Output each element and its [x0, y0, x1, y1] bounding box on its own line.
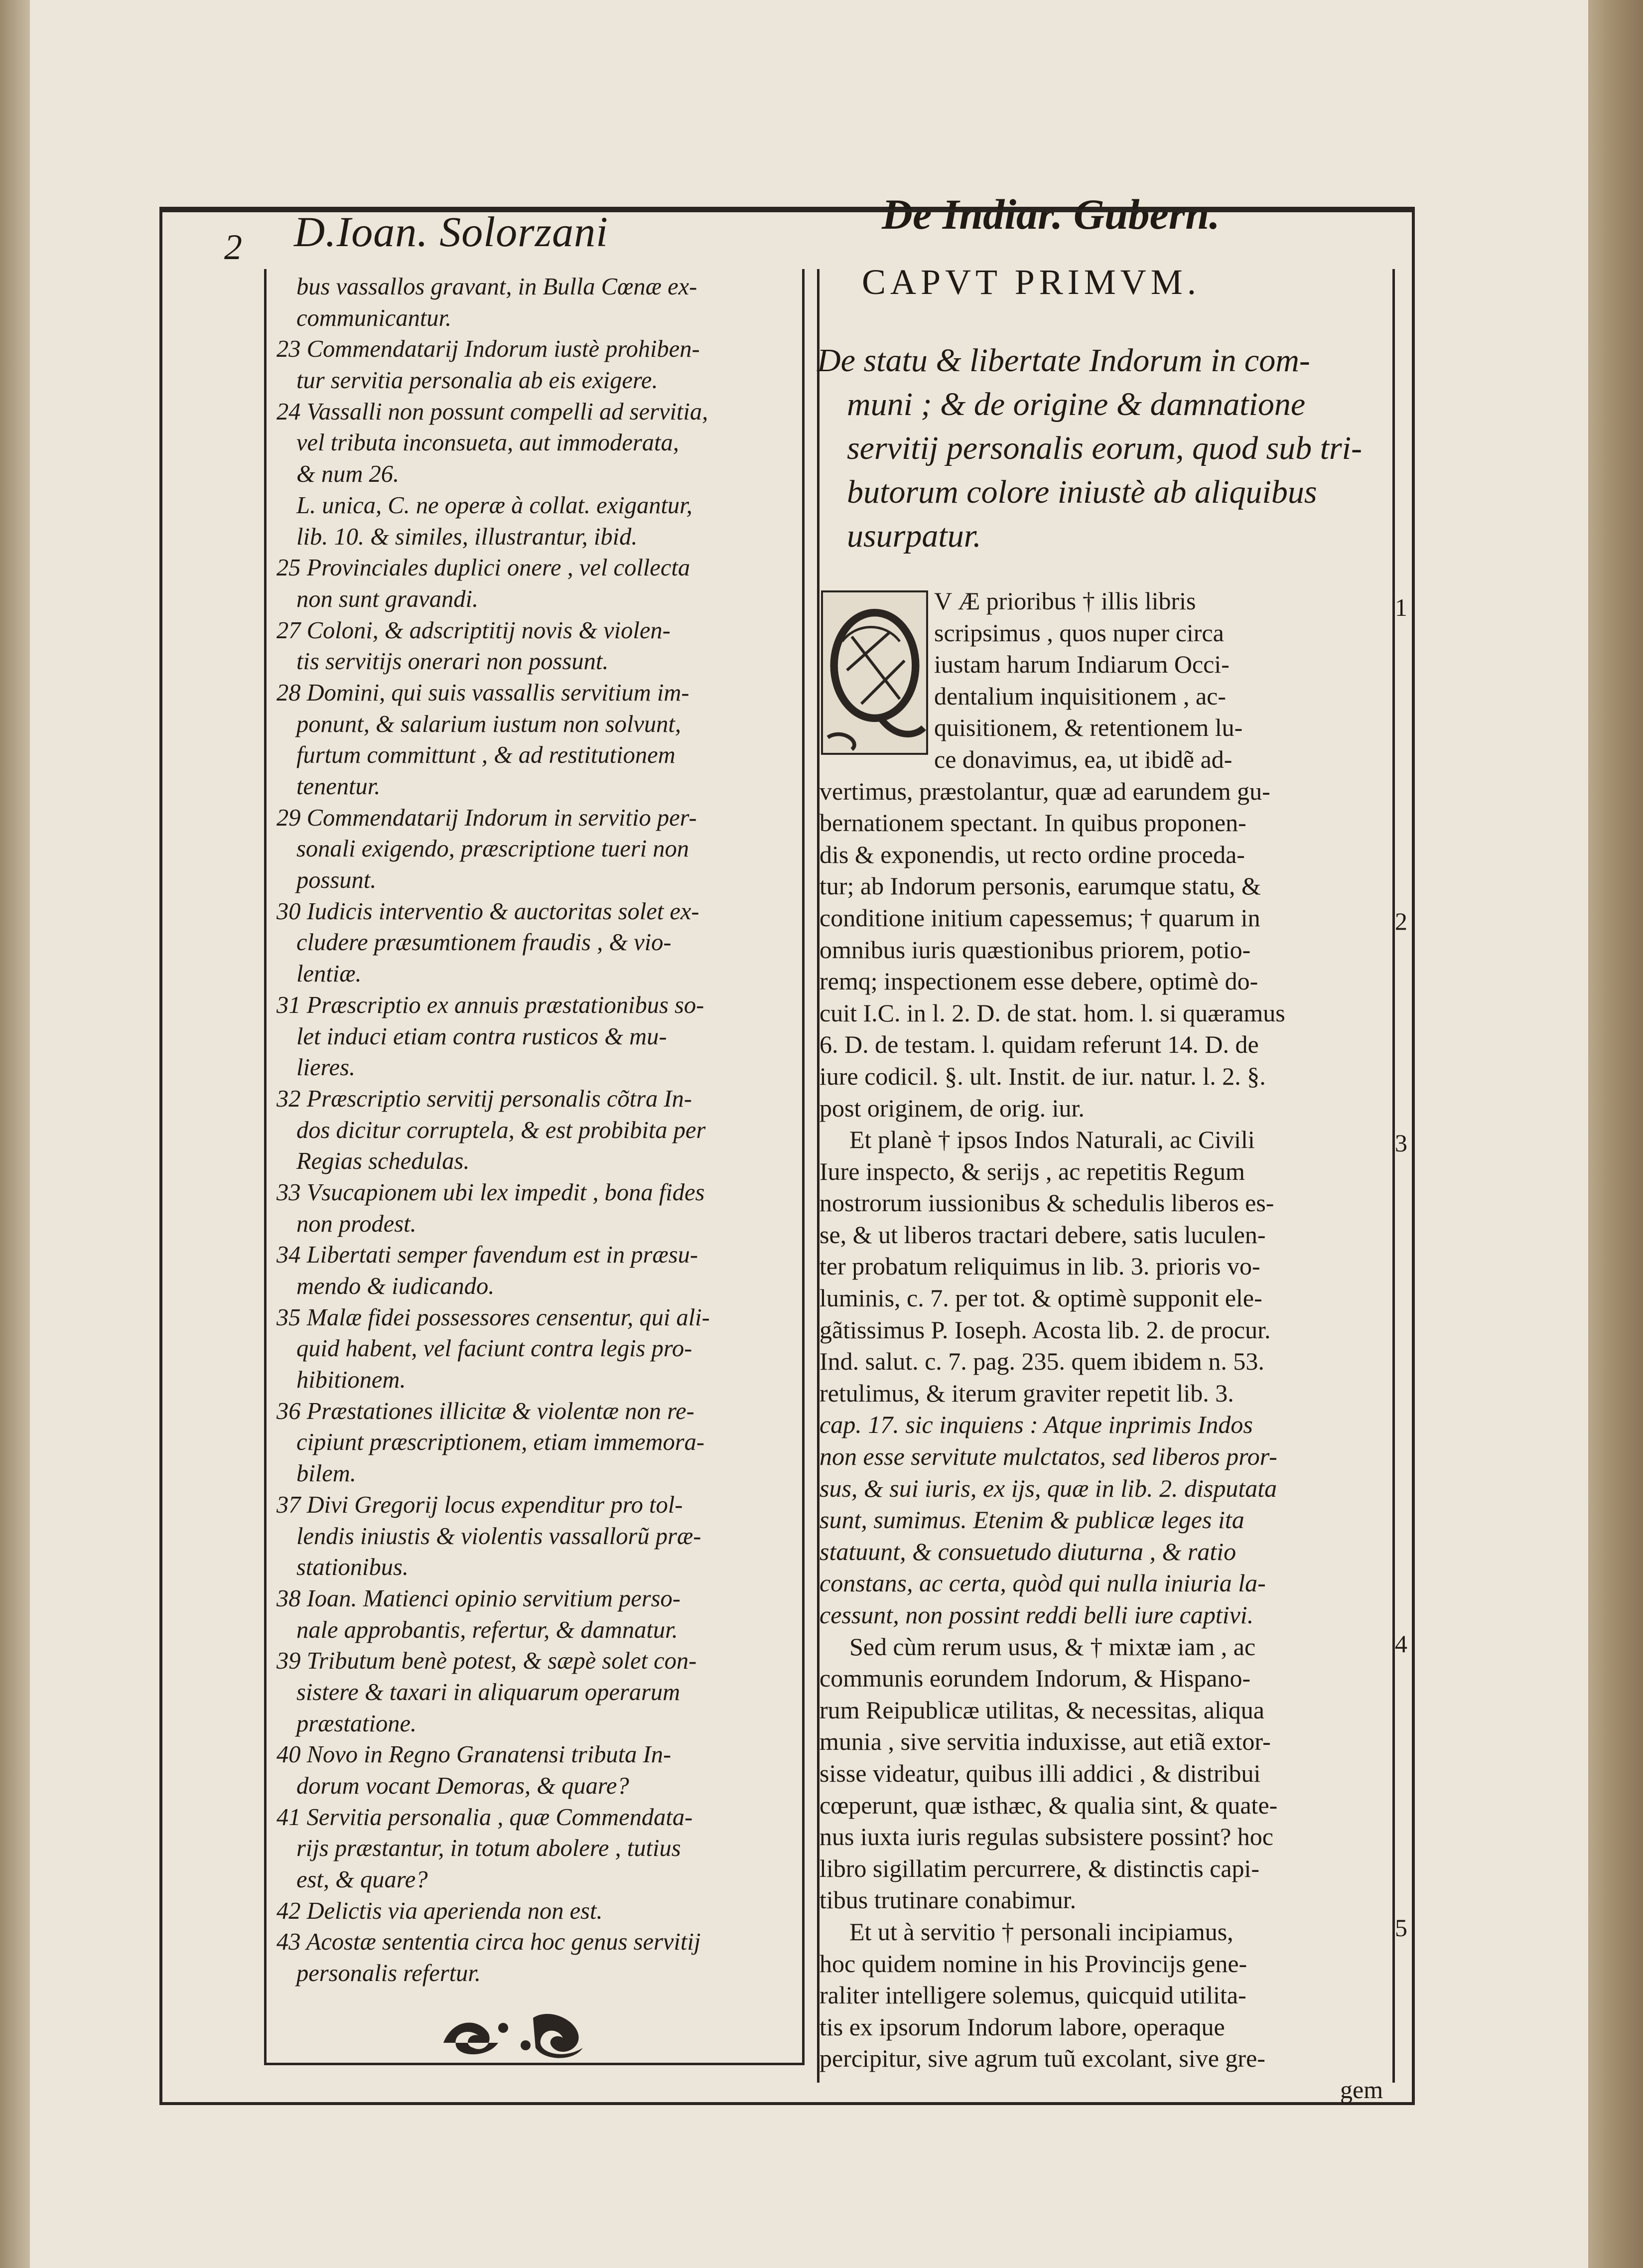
summary-line: 39 Tributum benè potest, & sæpè solet con-: [276, 1648, 697, 1675]
summary-line: 34 Libertati semper favendum est in præsu-: [276, 1242, 698, 1269]
text-line: Et planè † ipsos Indos Naturali, ac Civili: [849, 1126, 1255, 1154]
summary-line: lendis iniustis & violentis vassallorũ præ-: [296, 1523, 701, 1550]
summary-line: ponunt, & salarium iustum non solvunt,: [296, 710, 681, 737]
text-line: ce donavimus, ea, ut ibidẽ ad-: [934, 745, 1232, 773]
summary-line: lentiæ.: [296, 961, 362, 988]
chapter-summary-line: usurpatur.: [847, 518, 981, 554]
text-line: libro sigillatim percurrere, & distinctis capi-: [820, 1854, 1260, 1882]
text-line: se, & ut liberos tractari debere, satis luculen-: [820, 1220, 1266, 1249]
summary-line: cipiunt præscriptionem, etiam immemora-: [296, 1429, 705, 1456]
summary-list: [276, 272, 795, 1989]
text-right-rule: [1392, 269, 1395, 2083]
summary-line: bus vassallos gravant, in Bulla Cœnæ ex-: [296, 274, 697, 300]
text-line: remq; inspectionem esse debere, optimè do-: [820, 967, 1258, 995]
summary-line: tis servitijs onerari non possunt.: [296, 648, 609, 675]
text-line: raliter intelligere solemus, quicquid utilita-: [820, 1981, 1246, 2009]
summary-line: præstatione.: [296, 1710, 417, 1737]
summary-line: vel tributa inconsueta, aut immoderata,: [296, 429, 679, 456]
summary-line: L. unica, C. ne operæ à collat. exigantur,: [296, 492, 692, 519]
text-line: bernationem spectant. In quibus proponen-: [820, 809, 1246, 837]
text-line: 6. D. de testam. l. quidam referunt 14. D. de: [820, 1030, 1259, 1059]
summary-line: 28 Domini, qui suis vassallis servitium im-: [276, 679, 689, 706]
summary-line: 33 Vsucapionem ubi lex impedit , bona fides: [276, 1179, 705, 1206]
summary-line: sistere & taxari in aliquarum operarum: [296, 1679, 681, 1705]
summary-line: 23 Commendatarij Indorum iustè prohiben-: [276, 336, 700, 363]
text-line: cap. 17. sic inquiens : Atque inprimis Indos: [820, 1411, 1253, 1439]
page-edge: [1588, 0, 1643, 2268]
column-divider-rule: [802, 269, 805, 2063]
text-line: iure codicil. §. ult. Instit. de iur. natur. l. 2. §.: [820, 1062, 1266, 1090]
text-line: luminis, c. 7. per tot. & optimè supponit ele-: [820, 1284, 1262, 1312]
summary-line: tenentur.: [296, 773, 381, 800]
text-line: dentalium inquisitionem , ac-: [934, 682, 1226, 710]
summary-line: nale approbantis, refertur, & damnatur.: [296, 1616, 678, 1643]
text-line: post originem, de orig. iur.: [820, 1094, 1085, 1122]
text-line: vertimus, præstolantur, quæ ad earundem gu-: [820, 777, 1270, 805]
summary-line: 43 Acostæ sententia circa hoc genus servitij: [276, 1929, 701, 1956]
summary-line: 24 Vassalli non possunt compelli ad servitia,: [276, 398, 708, 425]
summary-line: non prodest.: [296, 1210, 416, 1237]
main-text: [820, 585, 1387, 2075]
chapter-summary-line: butorum colore iniustè ab aliquibus: [847, 474, 1317, 510]
text-line: cessunt, non possint reddi belli iure captivi.: [820, 1601, 1254, 1629]
summary-line: & num 26.: [296, 461, 400, 488]
text-line: ter probatum reliquimus in lib. 3. prioris vo-: [820, 1252, 1260, 1280]
text-line: V Æ prioribus † illis libris: [934, 587, 1196, 615]
summary-line: 29 Commendatarij Indorum in servitio per-: [276, 804, 697, 831]
text-line: nostrorum iussionibus & schedulis liberos es-: [820, 1189, 1274, 1217]
running-head-title: De Indiar. Gubern.: [882, 190, 1220, 238]
text-line: tur; ab Indorum personis, earumque statu, &: [820, 872, 1261, 900]
text-line: statuunt, & consuetudo diuturna , & ratio: [820, 1537, 1236, 1565]
text-line: percipitur, sive agrum tuũ excolant, sive gre-: [820, 2044, 1265, 2073]
summary-line: possunt.: [296, 867, 377, 894]
text-line: Sed cùm rerum usus, & † mixtæ iam , ac: [849, 1632, 1256, 1661]
summary-line: 25 Provinciales duplici onere , vel collecta: [276, 555, 690, 581]
text-line: cœperunt, quæ isthæc, & qualia sint, & quate-: [820, 1791, 1278, 1819]
text-line: conditione initium capessemus; † quarum in: [820, 903, 1260, 932]
text-line: Iure inspecto, & serijs , ac repetitis Regum: [820, 1157, 1245, 1185]
text-line: sisse videatur, quibus illi addici , & distribui: [820, 1759, 1261, 1787]
text-line: constans, ac certa, quòd qui nulla iniuria la-: [820, 1569, 1266, 1597]
text-line: Et ut à servitio † personali incipiamus,: [849, 1917, 1233, 1946]
text-line: Ind. salut. c. 7. pag. 235. quem ibidem n. 53.: [820, 1347, 1264, 1376]
text-line: tibus trutinare conabimur.: [820, 1886, 1077, 1914]
chapter-summary-line: servitij personalis eorum, quod sub tri-: [847, 430, 1362, 466]
catchword: gem: [1340, 2076, 1383, 2104]
summary-line: stationibus.: [296, 1554, 409, 1581]
summary-line: est, & quare?: [296, 1866, 428, 1893]
summary-line: tur servitia personalia ab eis exigere.: [296, 367, 658, 394]
text-line: communis eorundem Indorum, & Hispano-: [820, 1664, 1251, 1693]
summary-line: 30 Iudicis interventio & auctoritas solet ex-: [276, 898, 699, 925]
text-line: rum Reipublicæ utilitas, & necessitas, aliqua: [820, 1696, 1264, 1724]
text-line: quisitionem, & retentionem lu-: [934, 713, 1243, 742]
page-number: 2: [224, 227, 242, 267]
summary-line: non sunt gravandi.: [296, 585, 479, 612]
text-line: tis ex ipsorum Indorum labore, operaque: [820, 2012, 1225, 2041]
margin-number: 5: [1395, 1914, 1407, 1942]
chapter-summary: [817, 339, 1385, 558]
chapter-title: CAPVT PRIMVM.: [862, 262, 1201, 302]
margin-number: 3: [1395, 1129, 1407, 1157]
chapter-summary-line: De statu & libertate Indorum in com-: [817, 342, 1310, 379]
summary-line: sonali exigendo, præscriptione tueri non: [296, 836, 689, 862]
summary-line: let induci etiam contra rusticos & mu-: [296, 1023, 667, 1050]
summary-line: 35 Malæ fidei possessores censentur, qui ali-: [276, 1304, 710, 1331]
summary-line: cludere præsumtionem fraudis , & vio-: [296, 929, 672, 956]
summary-line: 42 Delictis via aperienda non est.: [276, 1897, 603, 1924]
text-line: gãtissimus P. Ioseph. Acosta lib. 2. de procur.: [820, 1315, 1271, 1344]
summary-line: hibitionem.: [296, 1367, 406, 1394]
summary-line: 36 Præstationes illicitæ & violentæ non re-: [276, 1398, 694, 1424]
summary-line: rijs præstantur, in totum abolere , tutius: [296, 1835, 681, 1862]
margin-number: 1: [1395, 593, 1407, 621]
summary-line: personalis refertur.: [296, 1960, 481, 1987]
summary-line: bilem.: [296, 1460, 356, 1487]
text-line: nus iuxta iuris regulas subsistere possint? hoc: [820, 1823, 1273, 1851]
summary-bottom-rule: [264, 2063, 805, 2065]
margin-number: 4: [1395, 1630, 1407, 1658]
summary-line: 40 Novo in Regno Granatensi tributa In-: [276, 1741, 672, 1768]
summary-line: lib. 10. & similes, illustrantur, ibid.: [296, 523, 638, 550]
text-line: hoc quidem nomine in his Provincijs gene-: [820, 1949, 1247, 1978]
margin-number: 2: [1395, 907, 1407, 935]
text-line: non esse servitute mulctatos, sed liberos pror-: [820, 1442, 1277, 1471]
summary-line: lieres.: [296, 1054, 356, 1081]
summary-line: 38 Ioan. Matienci opinio servitium perso-: [276, 1585, 681, 1612]
summary-line: 32 Præscriptio servitij personalis cõtra In-: [276, 1085, 692, 1112]
summary-line: 37 Divi Gregorij locus expenditur pro tol-: [276, 1491, 683, 1518]
chapter-summary-line: muni ; & de origine & damnatione: [847, 386, 1306, 423]
text-line: retulimus, & iterum graviter repetit lib. 3.: [820, 1379, 1234, 1407]
summary-line: Regias schedulas.: [296, 1148, 470, 1175]
text-line: omnibus iuris quæstionibus priorem, potio-: [820, 935, 1251, 964]
summary-line: mendo & iudicando.: [296, 1273, 495, 1299]
fleuron-ornament: [433, 1998, 603, 2063]
text-line: sus, & sui iuris, ex ijs, quæ in lib. 2. disputata: [820, 1474, 1277, 1502]
running-head-author: D.Ioan. Solorzani: [294, 208, 608, 256]
summary-line: communicantur.: [296, 304, 452, 331]
summary-line: 31 Præscriptio ex annuis præstationibus so-: [276, 992, 704, 1018]
summary-left-rule: [264, 269, 267, 2063]
summary-line: quid habent, vel faciunt contra legis pro-: [296, 1335, 692, 1362]
text-line: iustam harum Indiarum Occi-: [934, 650, 1230, 679]
text-line: sunt, sumimus. Etenim & publicæ leges ita: [820, 1506, 1244, 1534]
summary-line: 27 Coloni, & adscriptitij novis & violen-: [276, 617, 671, 644]
text-line: scripsimus , quos nuper circa: [934, 618, 1224, 647]
summary-line: furtum committunt , & ad restitutionem: [296, 742, 676, 769]
summary-line: dorum vocant Demoras, & quare?: [296, 1773, 629, 1799]
summary-line: dos dicitur corruptela, & est probibita per: [296, 1117, 706, 1143]
text-line: dis & exponendis, ut recto ordine proceda-: [820, 840, 1245, 868]
text-line: munia , sive servitia induxisse, aut etiã extor-: [820, 1727, 1271, 1756]
text-line: cuit I.C. in l. 2. D. de stat. hom. l. si quæramus: [820, 998, 1285, 1027]
summary-line: 41 Servitia personalia , quæ Commendata-: [276, 1804, 693, 1831]
